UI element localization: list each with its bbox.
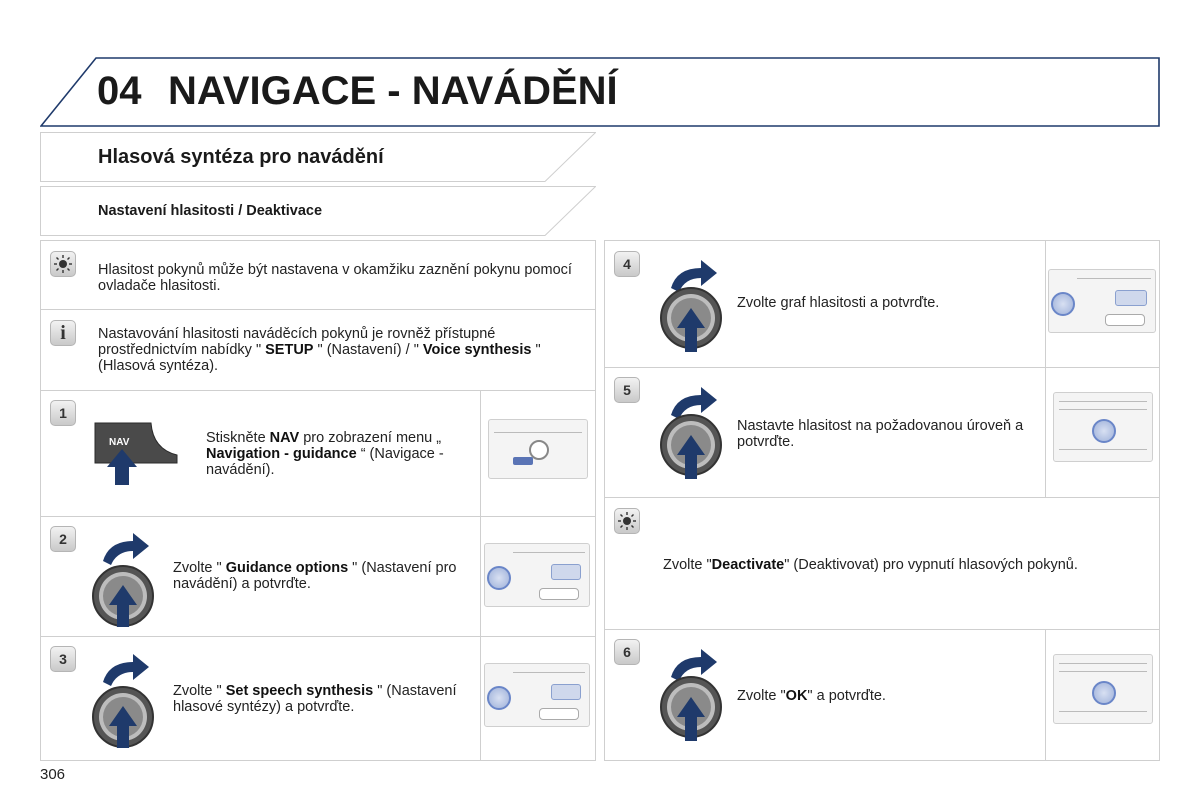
left-panel bbox=[40, 240, 596, 761]
rotary-knob-icon bbox=[89, 650, 159, 750]
info-text: Nastavování hlasitosti naváděcích pokynů je rovněž přístupné prostřednictvím nabídky " SETUP " (Nastavení) / " Voice synthesis " (Hlasová syntéza). bbox=[98, 326, 541, 374]
step-text: Stiskněte NAV pro zobrazení menu „ Navigation - guidance “ (Navigace - navádění). bbox=[206, 430, 444, 478]
tip-text: Hlasitost pokynů může být nastavena v okamžiku zaznění pokynu pomocí ovladače hlasitosti. bbox=[98, 262, 572, 294]
page-number: 306 bbox=[40, 766, 66, 783]
step-text: Zvolte " Guidance options " (Nastavení pro navádění) a potvrďte. bbox=[173, 560, 457, 592]
nav-key-label: NAV bbox=[109, 437, 130, 448]
step-number: 3 bbox=[50, 646, 76, 672]
set-speech-synthesis-label: Set speech synthesis bbox=[225, 683, 374, 699]
step-number: 4 bbox=[614, 251, 640, 277]
tip-text: Zvolte "Deactivate" (Deaktivovat) pro vypnutí hlasových pokynů. bbox=[663, 557, 1078, 573]
radio-panel-illustration bbox=[484, 543, 590, 607]
divider bbox=[480, 391, 481, 517]
chapter-title: NAVIGACE - NAVÁDĚNÍ bbox=[168, 69, 618, 113]
divider bbox=[1045, 368, 1046, 498]
step-number: 6 bbox=[614, 639, 640, 665]
step-1 bbox=[41, 390, 595, 516]
step-6 bbox=[605, 629, 1159, 760]
rotary-knob-icon bbox=[657, 256, 727, 356]
bulb-icon bbox=[614, 508, 640, 534]
subsection-title: Nastavení hlasitosti / Deaktivace bbox=[98, 203, 323, 219]
chapter-number: 04 bbox=[97, 69, 142, 113]
radio-panel-illustration bbox=[1053, 392, 1153, 462]
section-title: Hlasová syntéza pro navádění bbox=[98, 146, 384, 168]
menu-label: Navigation - guidance bbox=[206, 446, 357, 462]
info-icon: i bbox=[50, 320, 76, 346]
section-header bbox=[40, 132, 596, 182]
divider bbox=[1045, 241, 1046, 367]
step-2 bbox=[41, 516, 595, 636]
rotary-knob-icon bbox=[657, 645, 727, 745]
setup-label: SETUP bbox=[265, 342, 314, 358]
radio-panel-illustration bbox=[484, 663, 590, 727]
step-number: 1 bbox=[50, 400, 76, 426]
right-panel bbox=[604, 240, 1160, 761]
divider bbox=[480, 517, 481, 637]
bulb-icon bbox=[50, 251, 76, 277]
step-number: 2 bbox=[50, 526, 76, 552]
step-text: Zvolte "OK" a potvrďte. bbox=[737, 688, 886, 704]
radio-panel-illustration bbox=[1053, 654, 1153, 724]
radio-panel-illustration bbox=[488, 419, 588, 479]
divider bbox=[480, 637, 481, 761]
voice-synthesis-label: Voice synthesis bbox=[422, 342, 532, 358]
step-text: Zvolte " Set speech synthesis " (Nastavení hlasové syntézy) a potvrďte. bbox=[173, 683, 457, 715]
divider bbox=[1045, 630, 1046, 761]
radio-panel-illustration bbox=[1048, 269, 1156, 333]
subsection-header bbox=[40, 186, 596, 236]
chapter-header bbox=[40, 57, 1160, 127]
info-box bbox=[41, 309, 595, 390]
rotary-knob-icon bbox=[657, 383, 727, 483]
tip-box bbox=[41, 241, 595, 309]
ok-label: OK bbox=[785, 688, 808, 704]
nav-button-illustration bbox=[93, 419, 183, 489]
tip-box bbox=[605, 497, 1159, 629]
step-text: Zvolte graf hlasitosti a potvrďte. bbox=[737, 295, 940, 311]
rotary-knob-icon bbox=[89, 529, 159, 629]
step-text: Nastavte hlasitost na požadovanou úroveň a potvrďte. bbox=[737, 418, 1024, 450]
step-4 bbox=[605, 241, 1159, 367]
step-3 bbox=[41, 636, 595, 760]
step-5 bbox=[605, 367, 1159, 497]
guidance-options-label: Guidance options bbox=[225, 560, 349, 576]
deactivate-label: Deactivate bbox=[711, 557, 785, 573]
step-number: 5 bbox=[614, 377, 640, 403]
nav-label: NAV bbox=[269, 430, 300, 446]
